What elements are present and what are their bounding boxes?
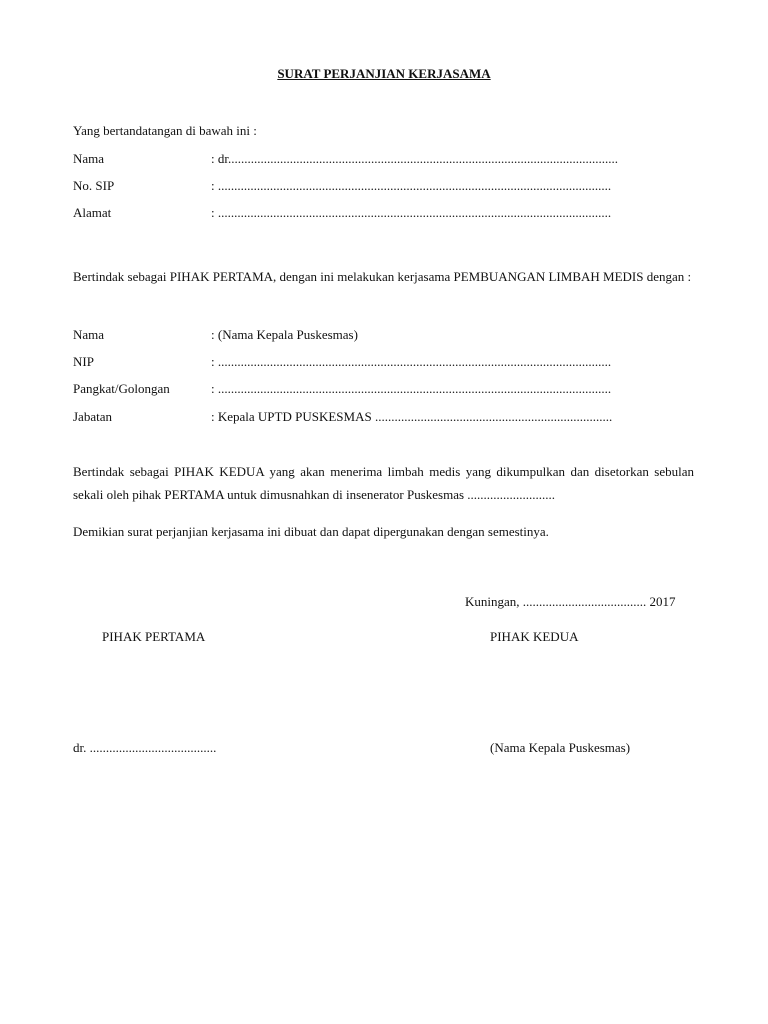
party2-name-label: Nama xyxy=(73,327,105,342)
party2-rank-value: : ......................................................................................................................... xyxy=(211,381,612,396)
party1-statement: Bertindak sebagai PIHAK PERTAMA, dengan ini melakukan kerjasama PEMBUANGAN LIMBAH MEDIS dengan : xyxy=(73,269,692,284)
party2-signature-heading: PIHAK KEDUA xyxy=(490,629,579,644)
document-title: SURAT PERJANJIAN KERJASAMA xyxy=(277,66,491,81)
intro-text: Yang bertandatangan di bawah ini : xyxy=(73,123,257,138)
party2-signature-name: (Nama Kepala Puskesmas) xyxy=(490,740,631,755)
party1-signature-name: dr. ....................................... xyxy=(73,740,217,755)
party2-nip-label: NIP xyxy=(73,354,94,369)
party2-nip-value: : ......................................................................................................................... xyxy=(211,354,612,369)
party1-name-value: : dr........................................................................................................................ xyxy=(211,151,618,166)
closing-text: Demikian surat perjanjian kerjasama ini dibuat dan dapat dipergunakan dengan semestinya. xyxy=(73,524,549,539)
party2-position-label: Jabatan xyxy=(73,409,112,424)
party2-rank-label: Pangkat/Golongan xyxy=(73,381,170,396)
party1-signature-heading: PIHAK PERTAMA xyxy=(102,629,206,644)
party1-address-label: Alamat xyxy=(73,205,112,220)
place-date: Kuningan, ...................................... 2017 xyxy=(465,594,676,609)
party1-sip-value: : ......................................................................................................................... xyxy=(211,178,612,193)
party1-address-value: : ......................................................................................................................... xyxy=(211,205,612,220)
party2-statement: Bertindak sebagai PIHAK KEDUA yang akan menerima limbah medis yang dikumpulkan dan disetorkan sebulan sekali oleh pihak PERTAMA untuk dimusnahkan di insenerator Puskesmas ........................... xyxy=(73,464,694,502)
party2-position-value: : Kepala UPTD PUSKESMAS ......................................................................... xyxy=(211,409,613,424)
party2-name-value: : (Nama Kepala Puskesmas) xyxy=(211,327,358,342)
party1-name-label: Nama xyxy=(73,151,105,166)
party1-sip-label: No. SIP xyxy=(73,178,115,193)
